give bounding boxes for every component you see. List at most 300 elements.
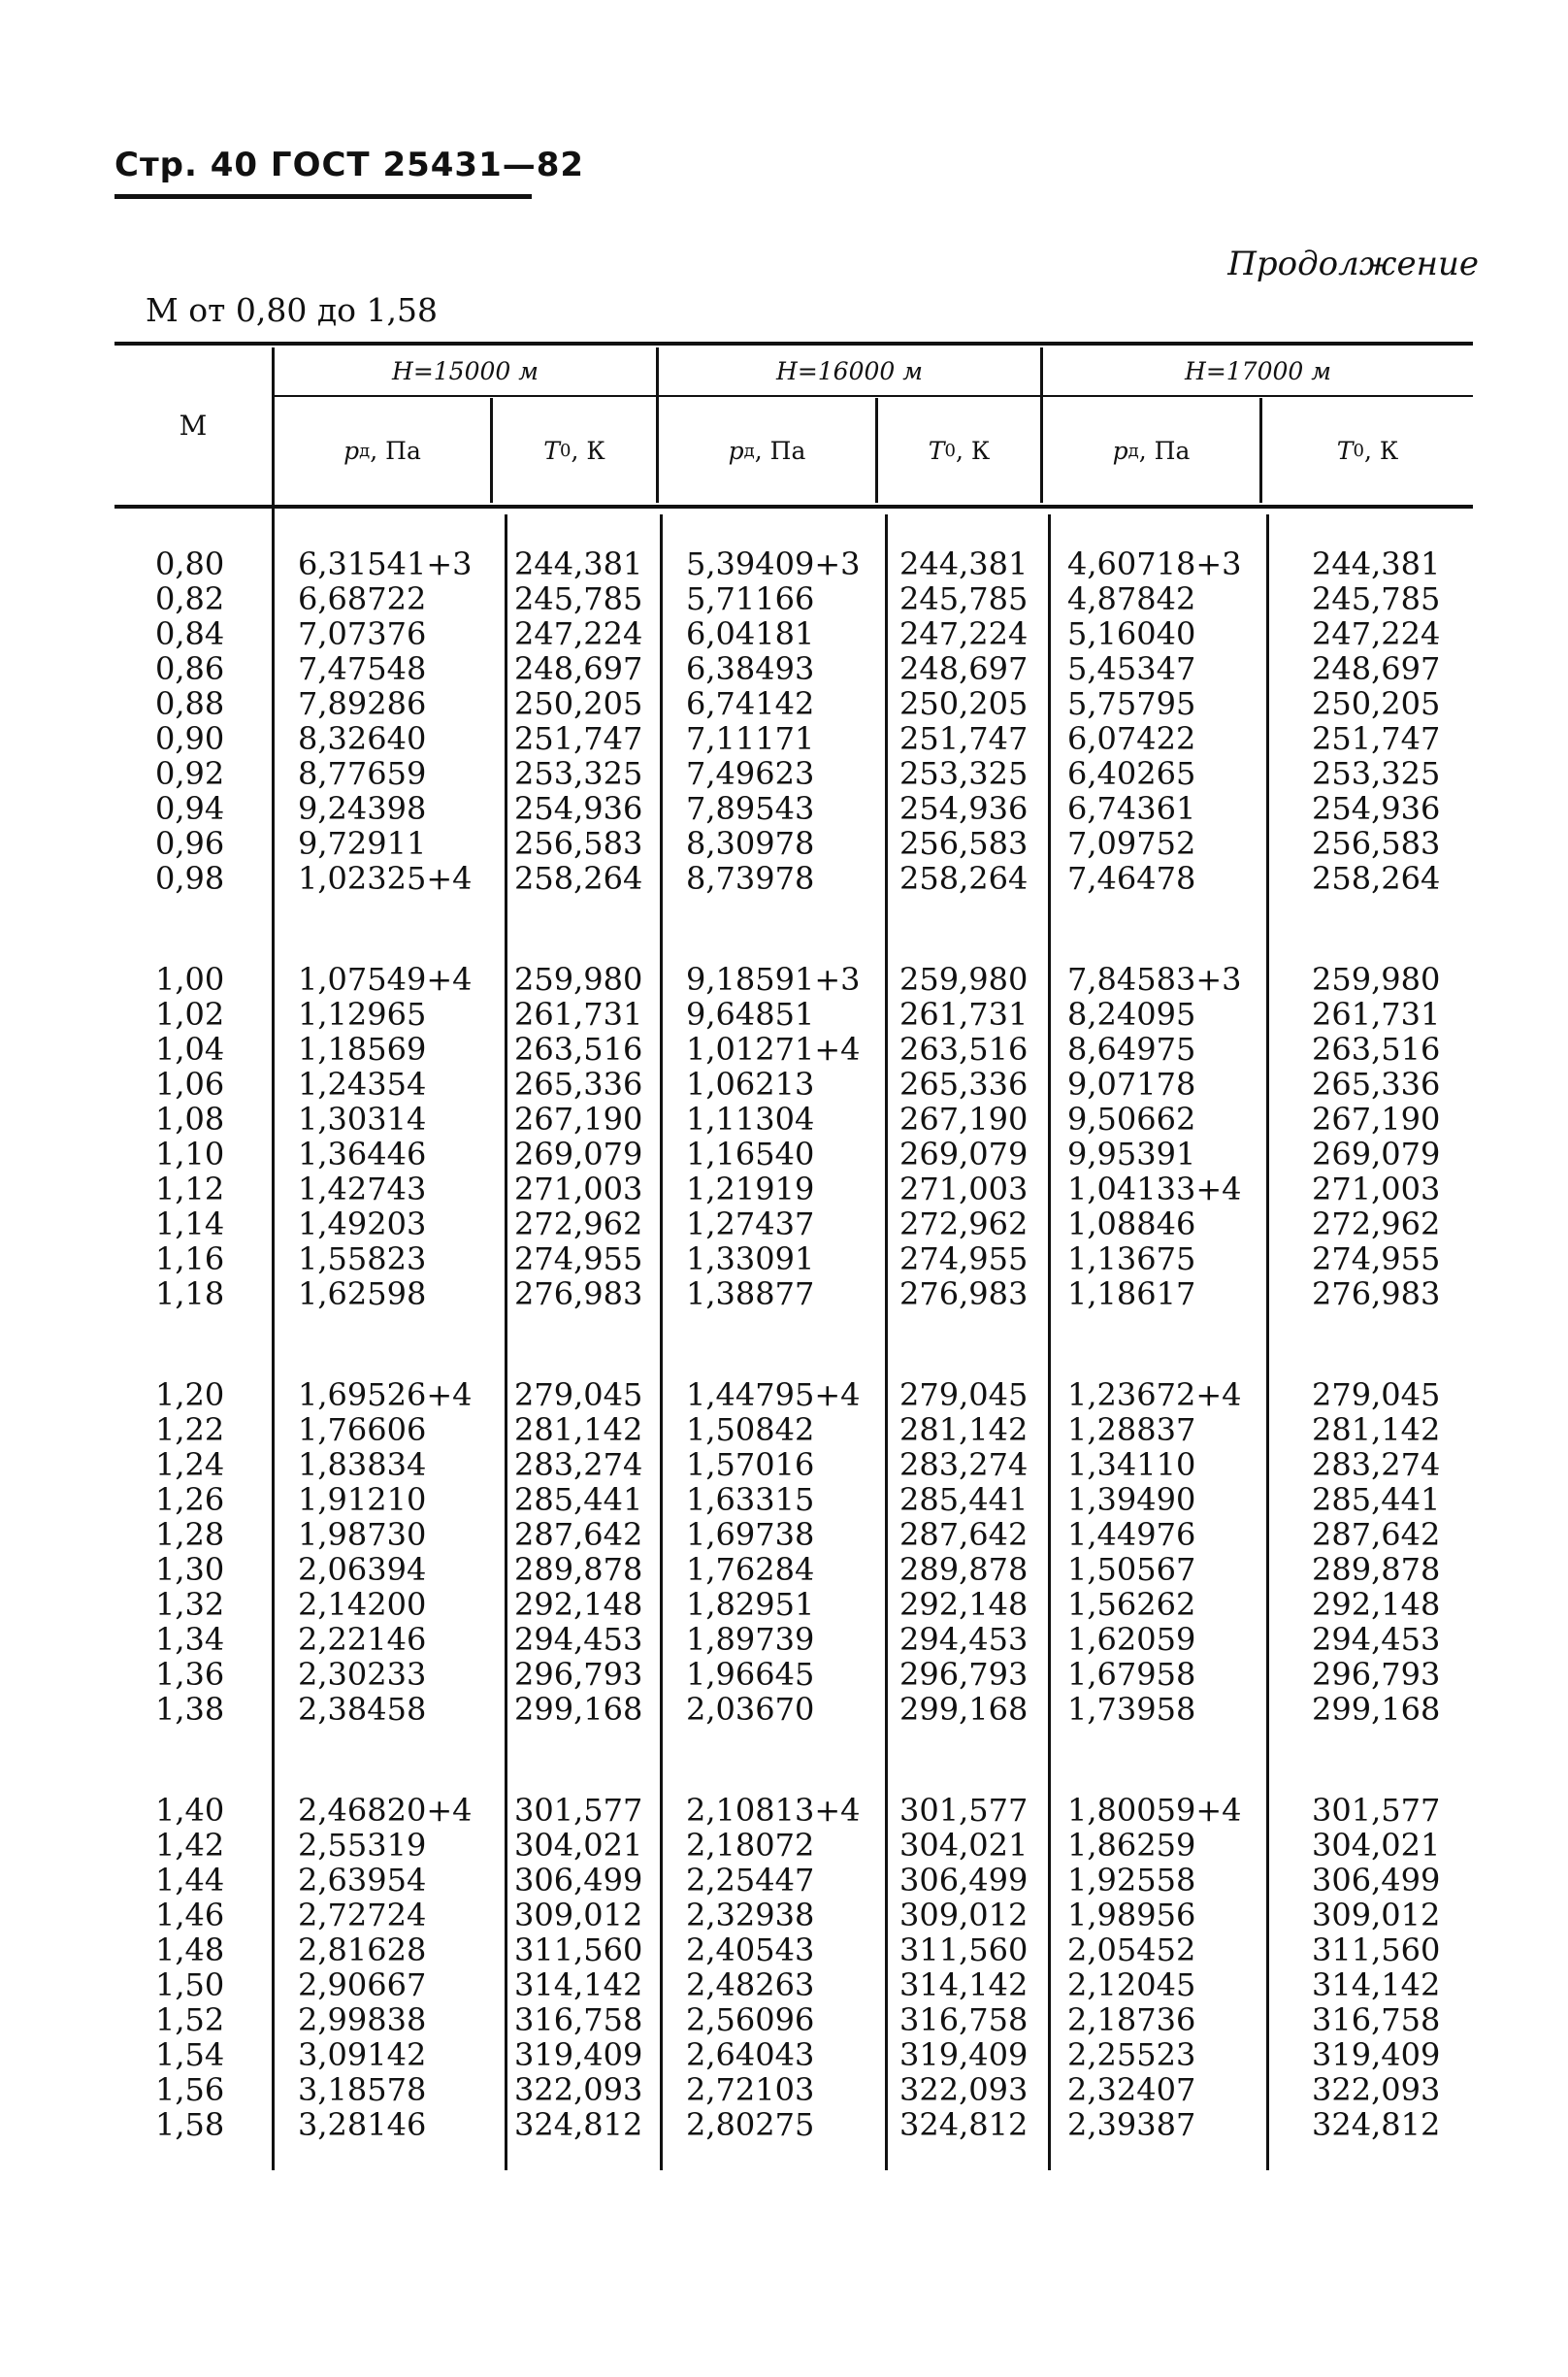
pressure-15000-cell: 2,06394 <box>298 1551 427 1588</box>
mach-cell: 1,28 <box>155 1516 225 1553</box>
pressure-15000-cell: 2,99838 <box>298 2001 427 2038</box>
pressure-16000-cell: 2,80275 <box>686 2106 815 2143</box>
mach-cell: 1,02 <box>155 996 225 1033</box>
temperature-16000-cell: 281,142 <box>899 1411 1029 1448</box>
mach-cell: 1,46 <box>155 1897 225 1933</box>
temperature-17000-cell: 244,381 <box>1312 545 1441 582</box>
temperature-15000-cell: 322,093 <box>514 2071 643 2108</box>
temperature-17000-cell: 256,583 <box>1312 825 1441 862</box>
pressure-15000-cell: 2,38458 <box>298 1691 427 1728</box>
table-row <box>0 1898 1568 1932</box>
pressure-16000-cell: 1,50842 <box>686 1411 815 1448</box>
temperature-16000-cell: 316,758 <box>899 2001 1029 2038</box>
temperature-15000-cell: 285,441 <box>514 1481 643 1518</box>
temperature-17000-cell: 311,560 <box>1312 1931 1441 1968</box>
group-header-15000 <box>275 347 656 394</box>
mach-cell: 1,24 <box>155 1446 225 1483</box>
pressure-17000-cell: 2,12045 <box>1067 1966 1196 2003</box>
pressure-15000-cell: 2,46820+4 <box>298 1792 473 1829</box>
pressure-16000-cell: 2,03670 <box>686 1691 815 1728</box>
table-row <box>0 997 1568 1032</box>
temperature-16000-cell: 263,516 <box>899 1031 1029 1068</box>
pressure-16000-cell: 2,48263 <box>686 1966 815 2003</box>
temperature-16000-cell: 269,079 <box>899 1136 1029 1172</box>
temperature-15000-cell: 247,224 <box>514 615 643 652</box>
mach-cell: 0,94 <box>155 790 225 827</box>
temperature-17000-cell: 267,190 <box>1312 1101 1441 1138</box>
pressure-17000-cell: 2,18736 <box>1067 2001 1196 2038</box>
temperature-16000-cell: 287,642 <box>899 1516 1029 1553</box>
mach-cell: 1,32 <box>155 1586 225 1623</box>
pressure-17000-cell: 1,13675 <box>1067 1240 1196 1277</box>
m-header-text: M <box>179 409 208 442</box>
pressure-15000-cell: 1,18569 <box>298 1031 427 1068</box>
temperature-16000-cell: 301,577 <box>899 1792 1029 1829</box>
pressure-16000-cell: 9,64851 <box>686 996 815 1033</box>
temperature-17000-cell: 299,168 <box>1312 1691 1441 1728</box>
temperature-17000-cell: 306,499 <box>1312 1862 1441 1898</box>
temperature-16000-cell: 296,793 <box>899 1656 1029 1693</box>
temperature-15000-cell: 299,168 <box>514 1691 643 1728</box>
pressure-17000-cell: 1,34110 <box>1067 1446 1196 1483</box>
pressure-17000-cell: 1,98956 <box>1067 1897 1196 1933</box>
temperature-17000-cell: 269,079 <box>1312 1136 1441 1172</box>
pressure-15000-cell: 1,12965 <box>298 996 427 1033</box>
pressure-16000-cell: 8,73978 <box>686 860 815 897</box>
table-row <box>0 962 1568 997</box>
temperature-16000-cell: 258,264 <box>899 860 1029 897</box>
table-row <box>0 651 1568 686</box>
temperature-17000-cell: 292,148 <box>1312 1586 1441 1623</box>
pressure-16000-cell: 1,33091 <box>686 1240 815 1277</box>
pressure-16000-cell: 6,04181 <box>686 615 815 652</box>
table-row <box>0 721 1568 756</box>
temperature-15000-cell: 245,785 <box>514 580 643 617</box>
pressure-16000-cell: 7,49623 <box>686 755 815 792</box>
pressure-16000-cell: 6,74142 <box>686 685 815 722</box>
pressure-15000-cell: 1,98730 <box>298 1516 427 1553</box>
mach-cell: 0,80 <box>155 545 225 582</box>
pressure-17000-cell: 1,86259 <box>1067 1827 1196 1864</box>
temperature-16000-cell: 251,747 <box>899 720 1029 757</box>
continuation-label: Продолжение <box>1227 245 1479 283</box>
m-column-header <box>114 347 272 503</box>
pressure-15000-cell: 7,47548 <box>298 650 427 687</box>
temperature-16000-cell: 319,409 <box>899 2036 1029 2073</box>
table-row <box>0 1137 1568 1172</box>
pressure-17000-cell: 1,56262 <box>1067 1586 1196 1623</box>
temperature-17000-cell: 279,045 <box>1312 1376 1441 1413</box>
pressure-17000-cell: 1,23672+4 <box>1067 1376 1242 1413</box>
pressure-15000-cell: 3,18578 <box>298 2071 427 2108</box>
mach-cell: 1,30 <box>155 1551 225 1588</box>
pressure-15000-cell: 2,30233 <box>298 1656 427 1693</box>
pressure-17000-cell: 4,87842 <box>1067 580 1196 617</box>
group-header-rule <box>272 395 1473 397</box>
temperature-16000-cell: 248,697 <box>899 650 1029 687</box>
table-row <box>0 1967 1568 2002</box>
temperature-15000-cell: 292,148 <box>514 1586 643 1623</box>
temperature-17000-cell: 324,812 <box>1312 2106 1441 2143</box>
pressure-17000-cell: 8,64975 <box>1067 1031 1196 1068</box>
pressure-16000-cell: 2,18072 <box>686 1827 815 1864</box>
pressure-15000-cell: 7,89286 <box>298 685 427 722</box>
pressure-17000-cell: 1,67958 <box>1067 1656 1196 1693</box>
pressure-15000-cell: 1,69526+4 <box>298 1376 473 1413</box>
pressure-15000-cell: 1,91210 <box>298 1481 427 1518</box>
table-row <box>0 1587 1568 1622</box>
header-rule <box>114 194 532 199</box>
pressure-16000-cell: 1,06213 <box>686 1066 815 1103</box>
pressure-17000-cell: 6,07422 <box>1067 720 1196 757</box>
temperature-16000-cell: 256,583 <box>899 825 1029 862</box>
pressure-16000-cell: 1,38877 <box>686 1275 815 1312</box>
temperature-15000-cell: 265,336 <box>514 1066 643 1103</box>
temperature-15000-cell: 267,190 <box>514 1101 643 1138</box>
table-row <box>0 1377 1568 1412</box>
table-row <box>0 1828 1568 1863</box>
mach-cell: 1,00 <box>155 961 225 998</box>
pressure-17000-cell: 9,95391 <box>1067 1136 1196 1172</box>
table-row <box>0 616 1568 651</box>
pressure-17000-cell: 2,32407 <box>1067 2071 1196 2108</box>
temperature-15000-cell: 301,577 <box>514 1792 643 1829</box>
table-row <box>0 791 1568 826</box>
mach-cell: 1,54 <box>155 2036 225 2073</box>
temperature-17000-cell: 274,955 <box>1312 1240 1441 1277</box>
mach-cell: 1,04 <box>155 1031 225 1068</box>
temperature-15000-cell: 271,003 <box>514 1171 643 1207</box>
mach-cell: 1,06 <box>155 1066 225 1103</box>
table-row <box>0 1692 1568 1727</box>
pressure-16000-cell: 1,63315 <box>686 1481 815 1518</box>
temperature-15000-cell: 311,560 <box>514 1931 643 1968</box>
pressure-16000-cell: 8,30978 <box>686 825 815 862</box>
temperature-15000-cell: 253,325 <box>514 755 643 792</box>
temperature-16000-cell: 283,274 <box>899 1446 1029 1483</box>
pressure-16000-cell: 2,32938 <box>686 1897 815 1933</box>
mach-cell: 0,92 <box>155 755 225 792</box>
table-row <box>0 1517 1568 1552</box>
pressure-16000-cell: 2,64043 <box>686 2036 815 2073</box>
temperature-16000-cell: 304,021 <box>899 1827 1029 1864</box>
table-row <box>0 1552 1568 1587</box>
pressure-17000-cell: 1,73958 <box>1067 1691 1196 1728</box>
mach-cell: 0,86 <box>155 650 225 687</box>
temperature-17000-cell: 253,325 <box>1312 755 1441 792</box>
temperature-15000-cell: 289,878 <box>514 1551 643 1588</box>
table-row <box>0 546 1568 581</box>
pressure-15000-cell: 1,07549+4 <box>298 961 473 998</box>
temperature-16000-cell: 244,381 <box>899 545 1029 582</box>
temperature-15000-cell: 244,381 <box>514 545 643 582</box>
mach-cell: 0,96 <box>155 825 225 862</box>
pressure-17000-cell: 1,28837 <box>1067 1411 1196 1448</box>
temperature-16000-cell: 306,499 <box>899 1862 1029 1898</box>
temperature-16000-cell: 265,336 <box>899 1066 1029 1103</box>
pressure-17000-cell: 8,24095 <box>1067 996 1196 1033</box>
table-row <box>0 1622 1568 1657</box>
mach-cell: 1,26 <box>155 1481 225 1518</box>
pressure-15000-cell: 1,30314 <box>298 1101 427 1138</box>
temperature-17000-cell: 283,274 <box>1312 1446 1441 1483</box>
pressure-15000-cell: 3,09142 <box>298 2036 427 2073</box>
pressure-16000-cell: 5,71166 <box>686 580 815 617</box>
table-row <box>0 1793 1568 1828</box>
pressure-16000-cell: 2,25447 <box>686 1862 815 1898</box>
temperature-17000-cell: 245,785 <box>1312 580 1441 617</box>
pressure-17000-cell: 1,08846 <box>1067 1205 1196 1242</box>
temperature-16000-cell: 314,142 <box>899 1966 1029 2003</box>
pressure-17000-cell: 2,05452 <box>1067 1931 1196 1968</box>
mach-cell: 1,12 <box>155 1171 225 1207</box>
pressure-15000-cell: 1,24354 <box>298 1066 427 1103</box>
temperature-16000-cell: 254,936 <box>899 790 1029 827</box>
pressure-16000-cell: 1,16540 <box>686 1136 815 1172</box>
pressure-17000-cell: 2,39387 <box>1067 2106 1196 2143</box>
temperature-17000-cell: 265,336 <box>1312 1066 1441 1103</box>
temperature-16000-cell: 250,205 <box>899 685 1029 722</box>
temperature-15000-cell: 306,499 <box>514 1862 643 1898</box>
temperature-15000-cell: 283,274 <box>514 1446 643 1483</box>
temperature-16000-cell: 261,731 <box>899 996 1029 1033</box>
pressure-15000-cell: 2,63954 <box>298 1862 427 1898</box>
group-header-16000 <box>659 347 1040 394</box>
pressure-15000-cell: 2,90667 <box>298 1966 427 2003</box>
pressure-17000-cell: 1,80059+4 <box>1067 1792 1242 1829</box>
mach-cell: 1,38 <box>155 1691 225 1728</box>
pressure-15000-cell: 1,55823 <box>298 1240 427 1277</box>
temperature-15000-cell: 309,012 <box>514 1897 643 1933</box>
temperature-15000-cell: 258,264 <box>514 860 643 897</box>
mach-cell: 1,22 <box>155 1411 225 1448</box>
mach-range-caption: М от 0,80 до 1,58 <box>146 291 439 329</box>
pressure-16000-cell: 1,11304 <box>686 1101 815 1138</box>
temperature-15000-cell: 274,955 <box>514 1240 643 1277</box>
pressure-15000-cell: 1,42743 <box>298 1171 427 1207</box>
temperature-17000-cell: 294,453 <box>1312 1621 1441 1658</box>
pressure-17000-cell: 5,75795 <box>1067 685 1196 722</box>
temperature-17000-cell: 285,441 <box>1312 1481 1441 1518</box>
mach-cell: 1,08 <box>155 1101 225 1138</box>
table-row <box>0 2037 1568 2072</box>
table-row <box>0 1932 1568 1967</box>
temperature-16000-cell: 271,003 <box>899 1171 1029 1207</box>
table-row <box>0 1412 1568 1447</box>
temperature-17000-cell: 263,516 <box>1312 1031 1441 1068</box>
temperature-16000-cell: 259,980 <box>899 961 1029 998</box>
mach-cell: 1,42 <box>155 1827 225 1864</box>
temperature-15000-cell: 304,021 <box>514 1827 643 1864</box>
table-row <box>0 1447 1568 1482</box>
pressure-17000-cell: 9,07178 <box>1067 1066 1196 1103</box>
temperature-17000-cell: 304,021 <box>1312 1827 1441 1864</box>
pressure-header: p д , Па <box>1112 436 1191 465</box>
temperature-15000-cell: 294,453 <box>514 1621 643 1658</box>
pressure-17000-cell: 9,50662 <box>1067 1101 1196 1138</box>
mach-cell: 1,50 <box>155 1966 225 2003</box>
pressure-15000-cell: 6,31541+3 <box>298 545 473 582</box>
temperature-15000-cell: 269,079 <box>514 1136 643 1172</box>
pressure-17000-cell: 1,50567 <box>1067 1551 1196 1588</box>
pressure-17000-cell: 2,25523 <box>1067 2036 1196 2073</box>
pressure-17000-cell: 7,84583+3 <box>1067 961 1242 998</box>
pressure-15000-cell: 1,02325+4 <box>298 860 473 897</box>
pressure-16000-cell: 1,57016 <box>686 1446 815 1483</box>
pressure-16000-cell: 1,21919 <box>686 1171 815 1207</box>
temperature-header: T 0 , К <box>543 436 605 465</box>
temperature-17000-cell: 319,409 <box>1312 2036 1441 2073</box>
temperature-16000-cell: 276,983 <box>899 1275 1029 1312</box>
group-header-17000 <box>1043 347 1473 394</box>
temperature-15000-cell: 316,758 <box>514 2001 643 2038</box>
table-row <box>0 686 1568 721</box>
pressure-16000-cell: 1,96645 <box>686 1656 815 1693</box>
group-label: H=17000 м <box>1185 356 1331 385</box>
temperature-16000-cell: 289,878 <box>899 1551 1029 1588</box>
table-row <box>0 1863 1568 1898</box>
pressure-16000-cell: 1,27437 <box>686 1205 815 1242</box>
mach-cell: 1,40 <box>155 1792 225 1829</box>
temperature-15000-cell: 296,793 <box>514 1656 643 1693</box>
pressure-16000-cell: 9,18591+3 <box>686 961 861 998</box>
temperature-header: T 0 , К <box>1336 436 1399 465</box>
temperature-15000-cell: 279,045 <box>514 1376 643 1413</box>
column-header-rule <box>114 505 1473 509</box>
pressure-15000-cell: 8,32640 <box>298 720 427 757</box>
temperature-16000-cell: 285,441 <box>899 1481 1029 1518</box>
temperature-17000-cell: 309,012 <box>1312 1897 1441 1933</box>
pressure-17000-cell: 1,62059 <box>1067 1621 1196 1658</box>
temperature-15000-cell: 256,583 <box>514 825 643 862</box>
mach-cell: 1,14 <box>155 1205 225 1242</box>
mach-cell: 0,90 <box>155 720 225 757</box>
temperature-16000-cell: 309,012 <box>899 1897 1029 1933</box>
pressure-16000-cell: 2,40543 <box>686 1931 815 1968</box>
pressure-16000-cell: 7,11171 <box>686 720 815 757</box>
temperature-16000-cell: 253,325 <box>899 755 1029 792</box>
mach-cell: 0,84 <box>155 615 225 652</box>
pressure-17000-cell: 1,92558 <box>1067 1862 1196 1898</box>
mach-cell: 1,36 <box>155 1656 225 1693</box>
temperature-17000-cell: 261,731 <box>1312 996 1441 1033</box>
temperature-15000-cell: 250,205 <box>514 685 643 722</box>
pressure-16000-cell: 1,89739 <box>686 1621 815 1658</box>
mach-cell: 1,48 <box>155 1931 225 1968</box>
pressure-16000-cell: 2,56096 <box>686 2001 815 2038</box>
mach-cell: 1,18 <box>155 1275 225 1312</box>
temperature-17000-cell: 316,758 <box>1312 2001 1441 2038</box>
pressure-17000-cell: 5,45347 <box>1067 650 1196 687</box>
pressure-15000-cell: 1,36446 <box>298 1136 427 1172</box>
pressure-16000-cell: 1,44795+4 <box>686 1376 861 1413</box>
table-row <box>0 2107 1568 2142</box>
table-top-rule <box>114 342 1473 346</box>
temperature-16000-cell: 299,168 <box>899 1691 1029 1728</box>
temperature-17000-cell: 272,962 <box>1312 1205 1441 1242</box>
pressure-16000-cell: 7,89543 <box>686 790 815 827</box>
pressure-15000-cell: 1,76606 <box>298 1411 427 1448</box>
pressure-16000-cell: 2,10813+4 <box>686 1792 861 1829</box>
temperature-17000-cell: 250,205 <box>1312 685 1441 722</box>
temperature-15000-cell: 251,747 <box>514 720 643 757</box>
temperature-17000-cell: 301,577 <box>1312 1792 1441 1829</box>
pressure-header: p д , Па <box>728 436 806 465</box>
mach-cell: 1,44 <box>155 1862 225 1898</box>
table-row <box>0 1206 1568 1241</box>
table-row <box>0 1172 1568 1206</box>
pressure-17000-cell: 1,04133+4 <box>1067 1171 1242 1207</box>
table-row <box>0 1241 1568 1276</box>
temperature-15000-cell: 276,983 <box>514 1275 643 1312</box>
pressure-16000-cell: 1,01271+4 <box>686 1031 861 1068</box>
temperature-16000-cell: 272,962 <box>899 1205 1029 1242</box>
table-row <box>0 1102 1568 1137</box>
mach-cell: 1,20 <box>155 1376 225 1413</box>
pressure-17000-cell: 7,09752 <box>1067 825 1196 862</box>
temperature-15000-cell: 254,936 <box>514 790 643 827</box>
table-row <box>0 1482 1568 1517</box>
table-row <box>0 1067 1568 1102</box>
pressure-17000-cell: 4,60718+3 <box>1067 545 1242 582</box>
pressure-15000-cell: 6,68722 <box>298 580 427 617</box>
pressure-15000-cell: 3,28146 <box>298 2106 427 2143</box>
table-row <box>0 581 1568 616</box>
pressure-17000-cell: 1,18617 <box>1067 1275 1196 1312</box>
mach-cell: 1,34 <box>155 1621 225 1658</box>
pressure-15000-cell: 2,81628 <box>298 1931 427 1968</box>
temperature-15000-cell: 248,697 <box>514 650 643 687</box>
temperature-16000-cell: 267,190 <box>899 1101 1029 1138</box>
group-label: H=15000 м <box>392 356 539 385</box>
pressure-15000-cell: 7,07376 <box>298 615 427 652</box>
temperature-16000-cell: 279,045 <box>899 1376 1029 1413</box>
pressure-16000-cell: 5,39409+3 <box>686 545 861 582</box>
table-row <box>0 826 1568 861</box>
temperature-17000-cell: 289,878 <box>1312 1551 1441 1588</box>
temperature-17000-cell: 259,980 <box>1312 961 1441 998</box>
group-label: H=16000 м <box>776 356 923 385</box>
mach-cell: 1,56 <box>155 2071 225 2108</box>
temperature-15000-cell: 319,409 <box>514 2036 643 2073</box>
pressure-16000-cell: 2,72103 <box>686 2071 815 2108</box>
temperature-17000-cell: 271,003 <box>1312 1171 1441 1207</box>
table-row <box>0 1276 1568 1311</box>
temperature-16000-cell: 322,093 <box>899 2071 1029 2108</box>
temperature-17000-cell: 322,093 <box>1312 2071 1441 2108</box>
pressure-16000-cell: 6,38493 <box>686 650 815 687</box>
pressure-15000-cell: 2,72724 <box>298 1897 427 1933</box>
temperature-17000-cell: 296,793 <box>1312 1656 1441 1693</box>
mach-cell: 1,58 <box>155 2106 225 2143</box>
temperature-16000-cell: 247,224 <box>899 615 1029 652</box>
mach-cell: 0,88 <box>155 685 225 722</box>
temperature-17000-cell: 247,224 <box>1312 615 1441 652</box>
temperature-17000-cell: 276,983 <box>1312 1275 1441 1312</box>
mach-cell: 1,10 <box>155 1136 225 1172</box>
pressure-15000-cell: 2,14200 <box>298 1586 427 1623</box>
pressure-15000-cell: 1,62598 <box>298 1275 427 1312</box>
pressure-17000-cell: 1,44976 <box>1067 1516 1196 1553</box>
pressure-17000-cell: 6,74361 <box>1067 790 1196 827</box>
temperature-15000-cell: 314,142 <box>514 1966 643 2003</box>
pressure-15000-cell: 8,77659 <box>298 755 427 792</box>
temperature-15000-cell: 259,980 <box>514 961 643 998</box>
pressure-17000-cell: 7,46478 <box>1067 860 1196 897</box>
temperature-15000-cell: 287,642 <box>514 1516 643 1553</box>
pressure-15000-cell: 9,24398 <box>298 790 427 827</box>
pressure-17000-cell: 5,16040 <box>1067 615 1196 652</box>
